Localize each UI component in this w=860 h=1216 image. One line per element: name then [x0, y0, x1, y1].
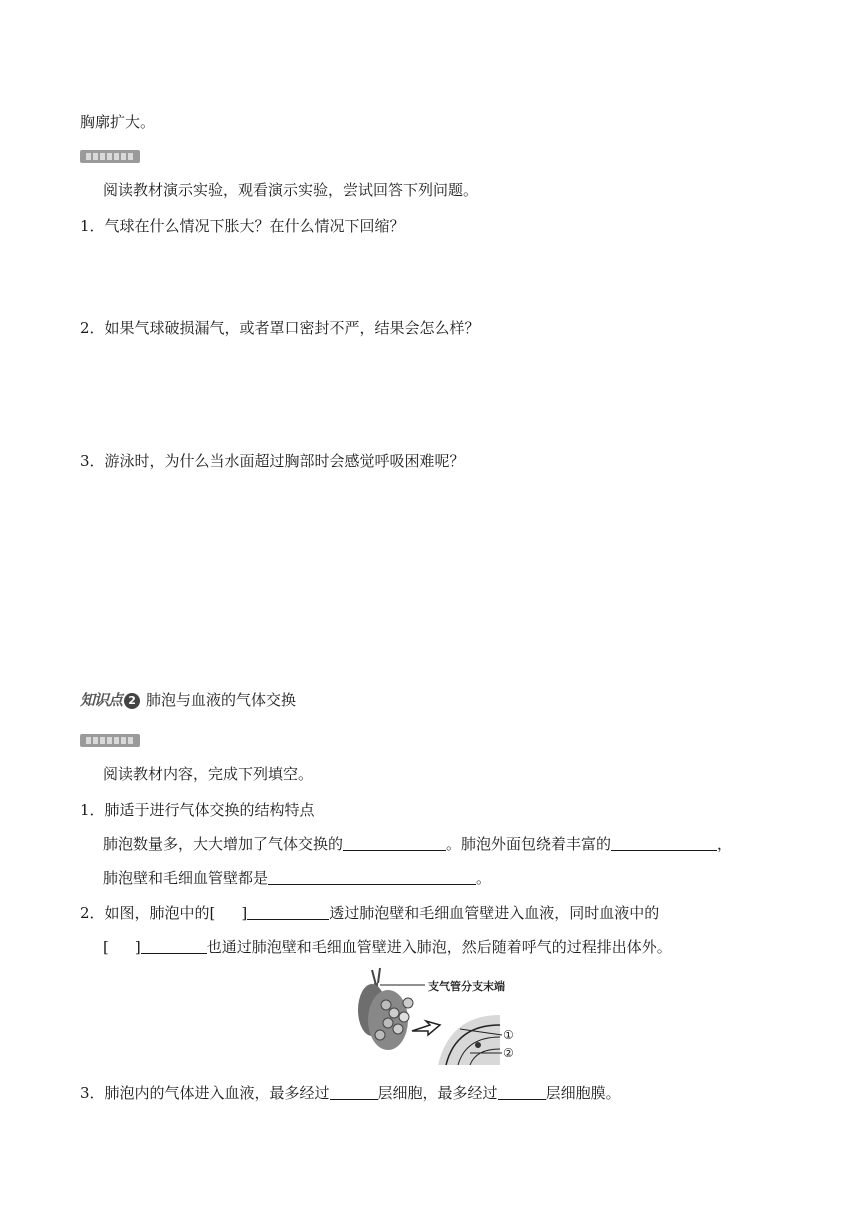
- section-badge-icon: [80, 150, 140, 163]
- blank-wall-structure[interactable]: [268, 869, 476, 885]
- item2-line1-text-a: 2．如图，肺泡中的[: [80, 904, 216, 922]
- item2-line2-text-c: 也通过肺泡壁和毛细血管壁进入肺泡，然后随着呼气的过程排出体外。: [206, 938, 672, 956]
- blank-gas-2[interactable]: [141, 938, 207, 954]
- item1-line1-text-b: 。肺泡外面包绕着丰富的: [446, 835, 612, 853]
- item1-line2-text-b: 。: [476, 869, 492, 887]
- item1-title: 1．肺适于进行气体交换的结构特点: [80, 801, 315, 819]
- knowledge-point-header: [80, 689, 296, 711]
- blank-exchange-area[interactable]: [343, 835, 446, 851]
- item2-line2: [103, 937, 672, 957]
- blank-membrane-layers[interactable]: [498, 1084, 546, 1100]
- section2-intro: 阅读教材内容，完成下列填空。: [103, 765, 314, 783]
- blank-cell-layers[interactable]: [330, 1084, 378, 1100]
- blank-capillaries[interactable]: [611, 835, 717, 851]
- item3-text-c: 层细胞膜。: [545, 1084, 621, 1102]
- self-study-badge-icon: [80, 734, 140, 747]
- figure-label-2: ②: [503, 1046, 514, 1060]
- question-1: 1．气球在什么情况下胀大？在什么情况下回缩？: [80, 217, 405, 235]
- figure-label-bronchiole: 支气管分支末端: [428, 980, 505, 993]
- figure-label-1: ①: [503, 1028, 514, 1042]
- question-3: 3．游泳时，为什么当水面超过胸部时会感觉呼吸困难呢？: [80, 452, 465, 470]
- item2-line2-text-a: [: [103, 938, 109, 956]
- item1-line2: [103, 868, 491, 888]
- item1-line1-text-c: ，: [717, 835, 733, 853]
- item2-line1-text-b: ]: [241, 904, 248, 922]
- item1-line2-text-a: 肺泡壁和毛细血管壁都是: [103, 869, 269, 887]
- alveolus-figure: [350, 965, 530, 1065]
- question-2: 2．如果气球破损漏气，或者罩口密封不严，结果会怎么样？: [80, 319, 480, 337]
- item2-line1-text-c: 透过肺泡壁和毛细血管壁进入血液，同时血液中的: [329, 904, 660, 922]
- knowledge-point-number-icon: 2: [124, 693, 140, 709]
- item3-text-b: 层细胞，最多经过: [377, 1084, 498, 1102]
- knowledge-point-title: 肺泡与血液的气体交换: [146, 691, 297, 709]
- item3-text-a: 3．肺泡内的气体进入血液，最多经过: [80, 1084, 330, 1102]
- item3-line: [80, 1083, 621, 1103]
- item1-line1-text-a: 肺泡数量多，大大增加了气体交换的: [103, 835, 344, 853]
- knowledge-point-label: 知识点: [80, 691, 123, 709]
- section1-intro: 阅读教材演示实验，观看演示实验，尝试回答下列问题。: [103, 181, 479, 199]
- item2-line1: [80, 903, 659, 923]
- blank-gas-1[interactable]: [247, 904, 329, 920]
- item1-line1: [103, 834, 732, 854]
- item2-line2-text-b: ]: [134, 938, 141, 956]
- continuation-text: 胸廓扩大。: [80, 113, 156, 131]
